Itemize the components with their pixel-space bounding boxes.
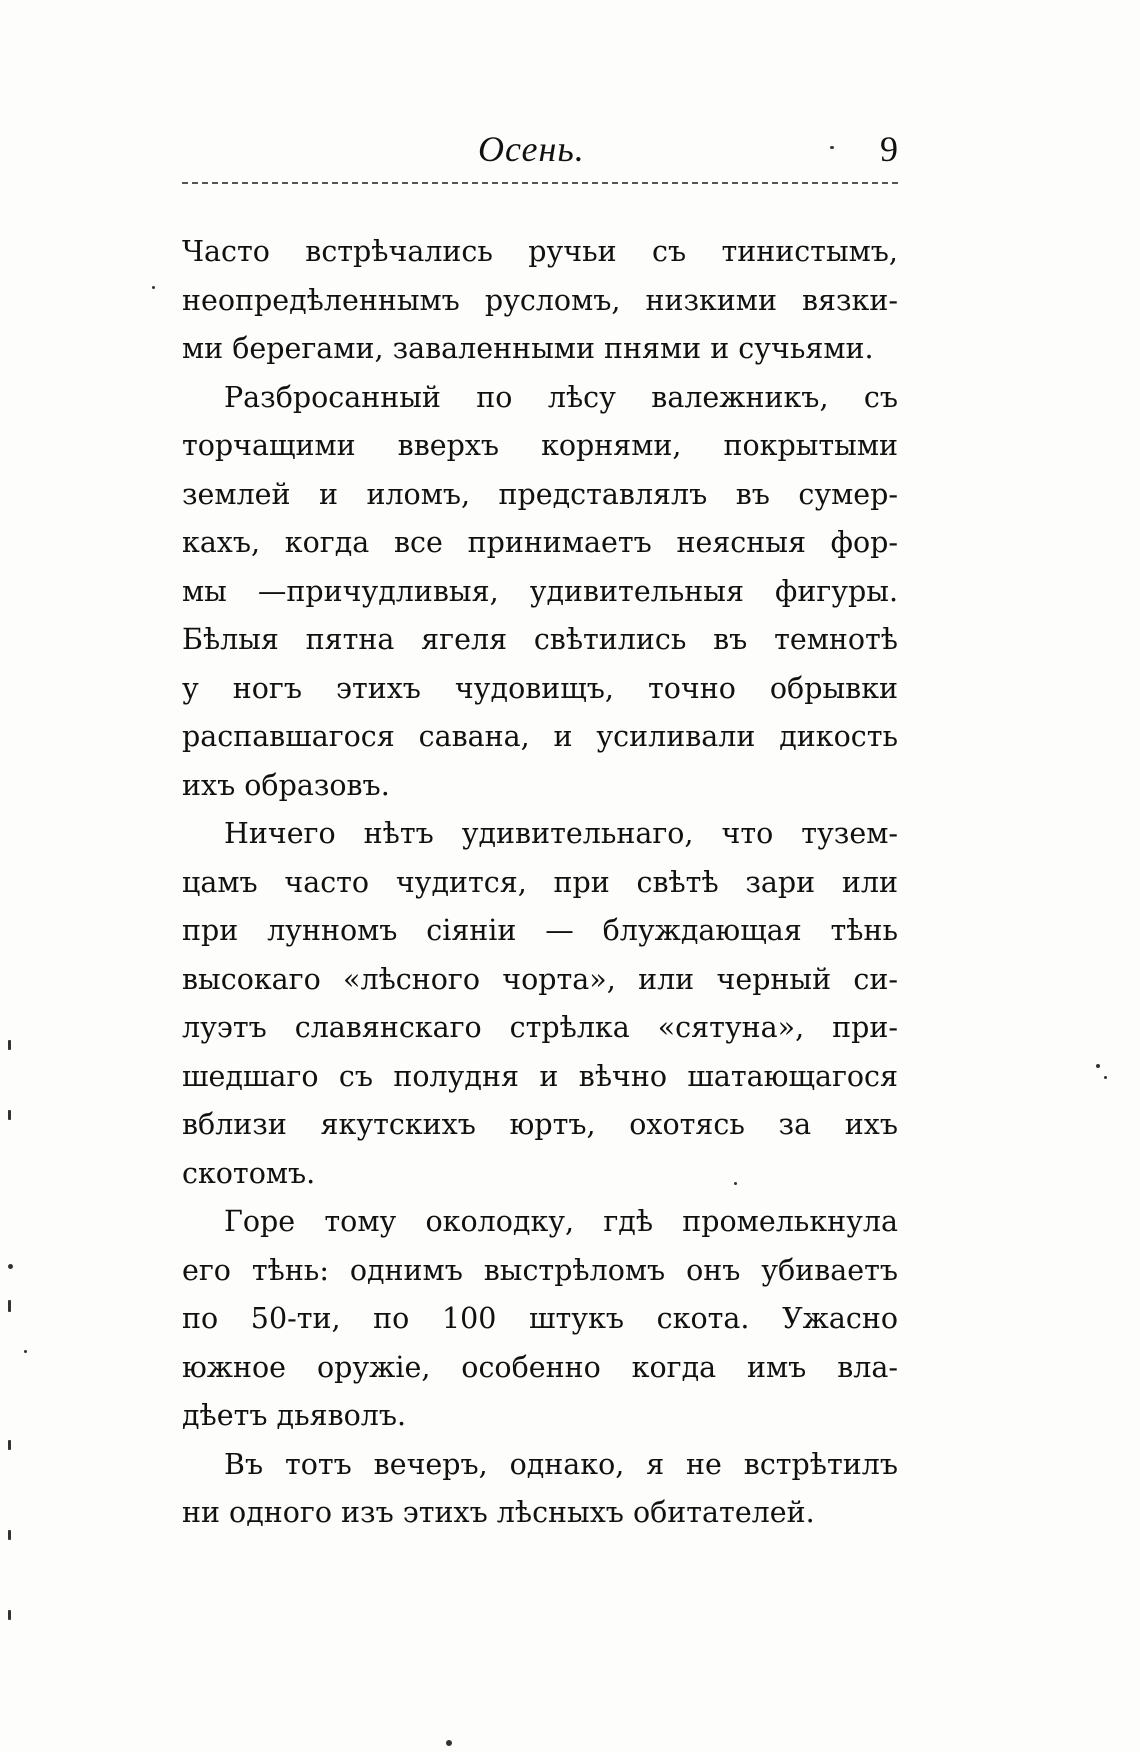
text-line: вблизи якутскихъ юртъ, охотясь за ихъ — [182, 1108, 898, 1141]
running-head-title: Осень. — [478, 129, 585, 169]
text-line: ми берегами, заваленными пнями и сучьями. — [182, 332, 874, 365]
body-text — [182, 228, 898, 1538]
text-line: дѣетъ дьяволъ. — [182, 1399, 407, 1432]
scan-speck — [446, 1740, 452, 1746]
text-line: высокаго «лѣсного чорта», или черный си- — [182, 962, 898, 996]
text-line: Горе тому околодку, гдѣ промелькнула — [224, 1205, 898, 1238]
scan-speck — [8, 1300, 11, 1312]
scan-speck — [8, 1440, 11, 1450]
text-line: землей и иломъ, представлялъ въ сумер- — [182, 477, 898, 511]
text-line: Бѣлыя пятна ягеля свѣтились въ темнотѣ — [182, 623, 898, 656]
text-line: шедшаго съ полудня и вѣчно шатающагося — [182, 1059, 898, 1093]
header-rule — [182, 182, 898, 184]
scan-speck — [8, 1110, 11, 1120]
scan-speck — [8, 1610, 11, 1620]
scan-speck — [1096, 1064, 1100, 1068]
text-line: скотомъ. — [182, 1156, 316, 1190]
text-line: ихъ образовъ. — [182, 768, 390, 802]
text-line: ни одного изъ этихъ лѣсныхъ обитателей. — [182, 1496, 815, 1529]
text-line: мы —причудливыя, удивительныя фигуры. — [182, 574, 898, 608]
scan-speck — [734, 1182, 737, 1185]
text-line: по 50-ти, по 100 штукъ скота. Ужасно — [182, 1302, 898, 1335]
text-line: у ногъ этихъ чудовищъ, точно обрывки — [182, 671, 898, 705]
text-line: Ничего нѣтъ удивительнаго, что тузем- — [224, 817, 898, 850]
scan-speck — [830, 146, 834, 149]
scan-speck — [152, 286, 155, 289]
scan-speck — [24, 1350, 27, 1353]
text-line: Часто встрѣчались ручьи съ тинистымъ, — [182, 235, 898, 268]
scan-speck — [8, 1530, 11, 1540]
text-line: распавшагося савана, и усиливали дикость — [182, 720, 898, 753]
text-line: Разбросанный по лѣсу валежникъ, съ — [224, 380, 898, 414]
scan-speck — [8, 1264, 13, 1269]
text-line: неопредѣленнымъ русломъ, низкими вязки- — [182, 283, 898, 317]
text-line: луэтъ славянскаго стрѣлка «сятуна», при- — [182, 1011, 898, 1044]
text-line: торчащими вверхъ корнями, покрытыми — [182, 429, 898, 462]
text-line: при лунномъ сіяніи — блуждающая тѣнь — [182, 914, 898, 947]
scan-speck — [1104, 1076, 1107, 1079]
text-line: цамъ часто чудится, при свѣтѣ зари или — [182, 865, 898, 899]
text-line: южное оружіе, особенно когда имъ вла- — [182, 1350, 898, 1384]
page-number: 9 — [880, 129, 898, 169]
text-line: Въ тотъ вечеръ, однако, я не встрѣтилъ — [224, 1447, 898, 1481]
text-line: кахъ, когда все принимаетъ неясныя фор- — [182, 526, 898, 559]
running-head — [182, 128, 898, 178]
scan-speck — [8, 1040, 11, 1050]
text-line: его тѣнь: однимъ выстрѣломъ онъ убиваетъ — [182, 1253, 898, 1287]
